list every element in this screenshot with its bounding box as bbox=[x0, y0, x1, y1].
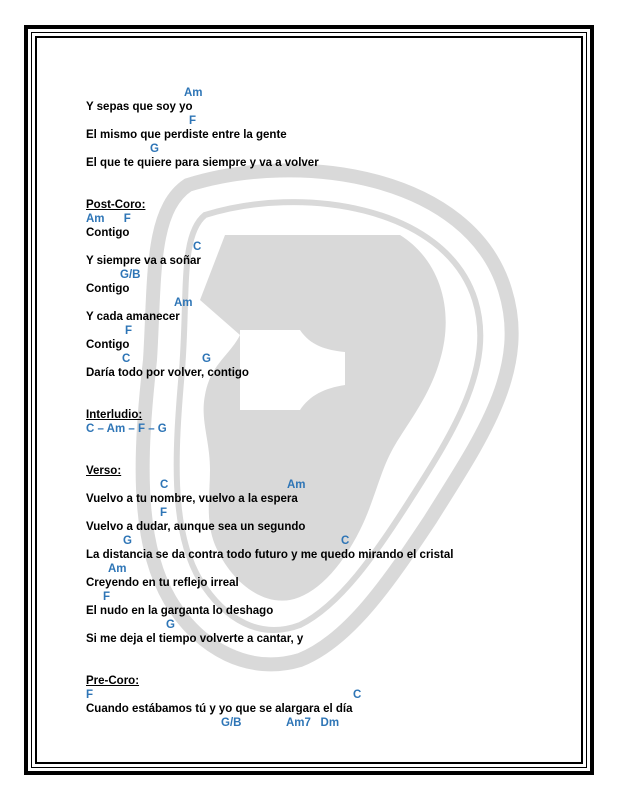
chord-line: F bbox=[103, 591, 111, 603]
lyric-line: Contigo bbox=[86, 227, 130, 239]
chord-line: Am F bbox=[86, 213, 131, 225]
lyric-line: Y siempre va a soñar bbox=[86, 255, 201, 267]
section-heading: Post-Coro: bbox=[86, 199, 146, 211]
lyric-line: Y cada amanecer bbox=[86, 311, 180, 323]
chord-line: Am bbox=[287, 479, 306, 491]
chord-line: C bbox=[353, 689, 362, 701]
chord-line: C bbox=[160, 479, 169, 491]
chord-line: Am7 Dm bbox=[286, 717, 340, 729]
lyric-line: El nudo en la garganta lo deshago bbox=[86, 605, 274, 617]
lyric-line: Y sepas que soy yo bbox=[86, 101, 193, 113]
section-heading: Verso: bbox=[86, 465, 122, 477]
chord-line: G bbox=[202, 353, 211, 365]
lyric-line: Si me deja el tiempo volverte a cantar, y bbox=[86, 633, 304, 645]
lyric-line: Vuelvo a tu nombre, vuelvo a la espera bbox=[86, 493, 298, 505]
chord-line: Am bbox=[108, 563, 127, 575]
chord-line: F bbox=[86, 689, 94, 701]
chord-line: C bbox=[341, 535, 350, 547]
chord-line: G/B bbox=[221, 717, 242, 729]
chord-line: Am bbox=[174, 297, 193, 309]
chord-line: G bbox=[150, 143, 159, 155]
chord-line: G/B bbox=[120, 269, 141, 281]
chord-line: Am bbox=[184, 87, 203, 99]
chord-line: G bbox=[166, 619, 175, 631]
lyric-line: El que te quiere para siempre y va a volver bbox=[86, 157, 319, 169]
lyric-line: Cuando estábamos tú y yo que se alargara el día bbox=[86, 703, 353, 715]
chord-line: F bbox=[125, 325, 133, 337]
lyric-line: Creyendo en tu reflejo irreal bbox=[86, 577, 239, 589]
lyric-line: Daría todo por volver, contigo bbox=[86, 367, 249, 379]
section-heading: Pre-Coro: bbox=[86, 675, 140, 687]
chord-line: C – Am – F – G bbox=[86, 423, 167, 435]
lyric-line: Contigo bbox=[86, 283, 130, 295]
section-heading: Interludio: bbox=[86, 409, 143, 421]
lyric-line: El mismo que perdiste entre la gente bbox=[86, 129, 287, 141]
lyric-line: La distancia se da contra todo futuro y me quedo mirando el cristal bbox=[86, 549, 454, 561]
lyric-line: Contigo bbox=[86, 339, 130, 351]
chord-line: F bbox=[160, 507, 168, 519]
chord-line: C bbox=[193, 241, 202, 253]
chord-line: F bbox=[189, 115, 197, 127]
lyric-line: Vuelvo a dudar, aunque sea un segundo bbox=[86, 521, 306, 533]
chord-line: G bbox=[123, 535, 132, 547]
chord-line: C bbox=[122, 353, 131, 365]
